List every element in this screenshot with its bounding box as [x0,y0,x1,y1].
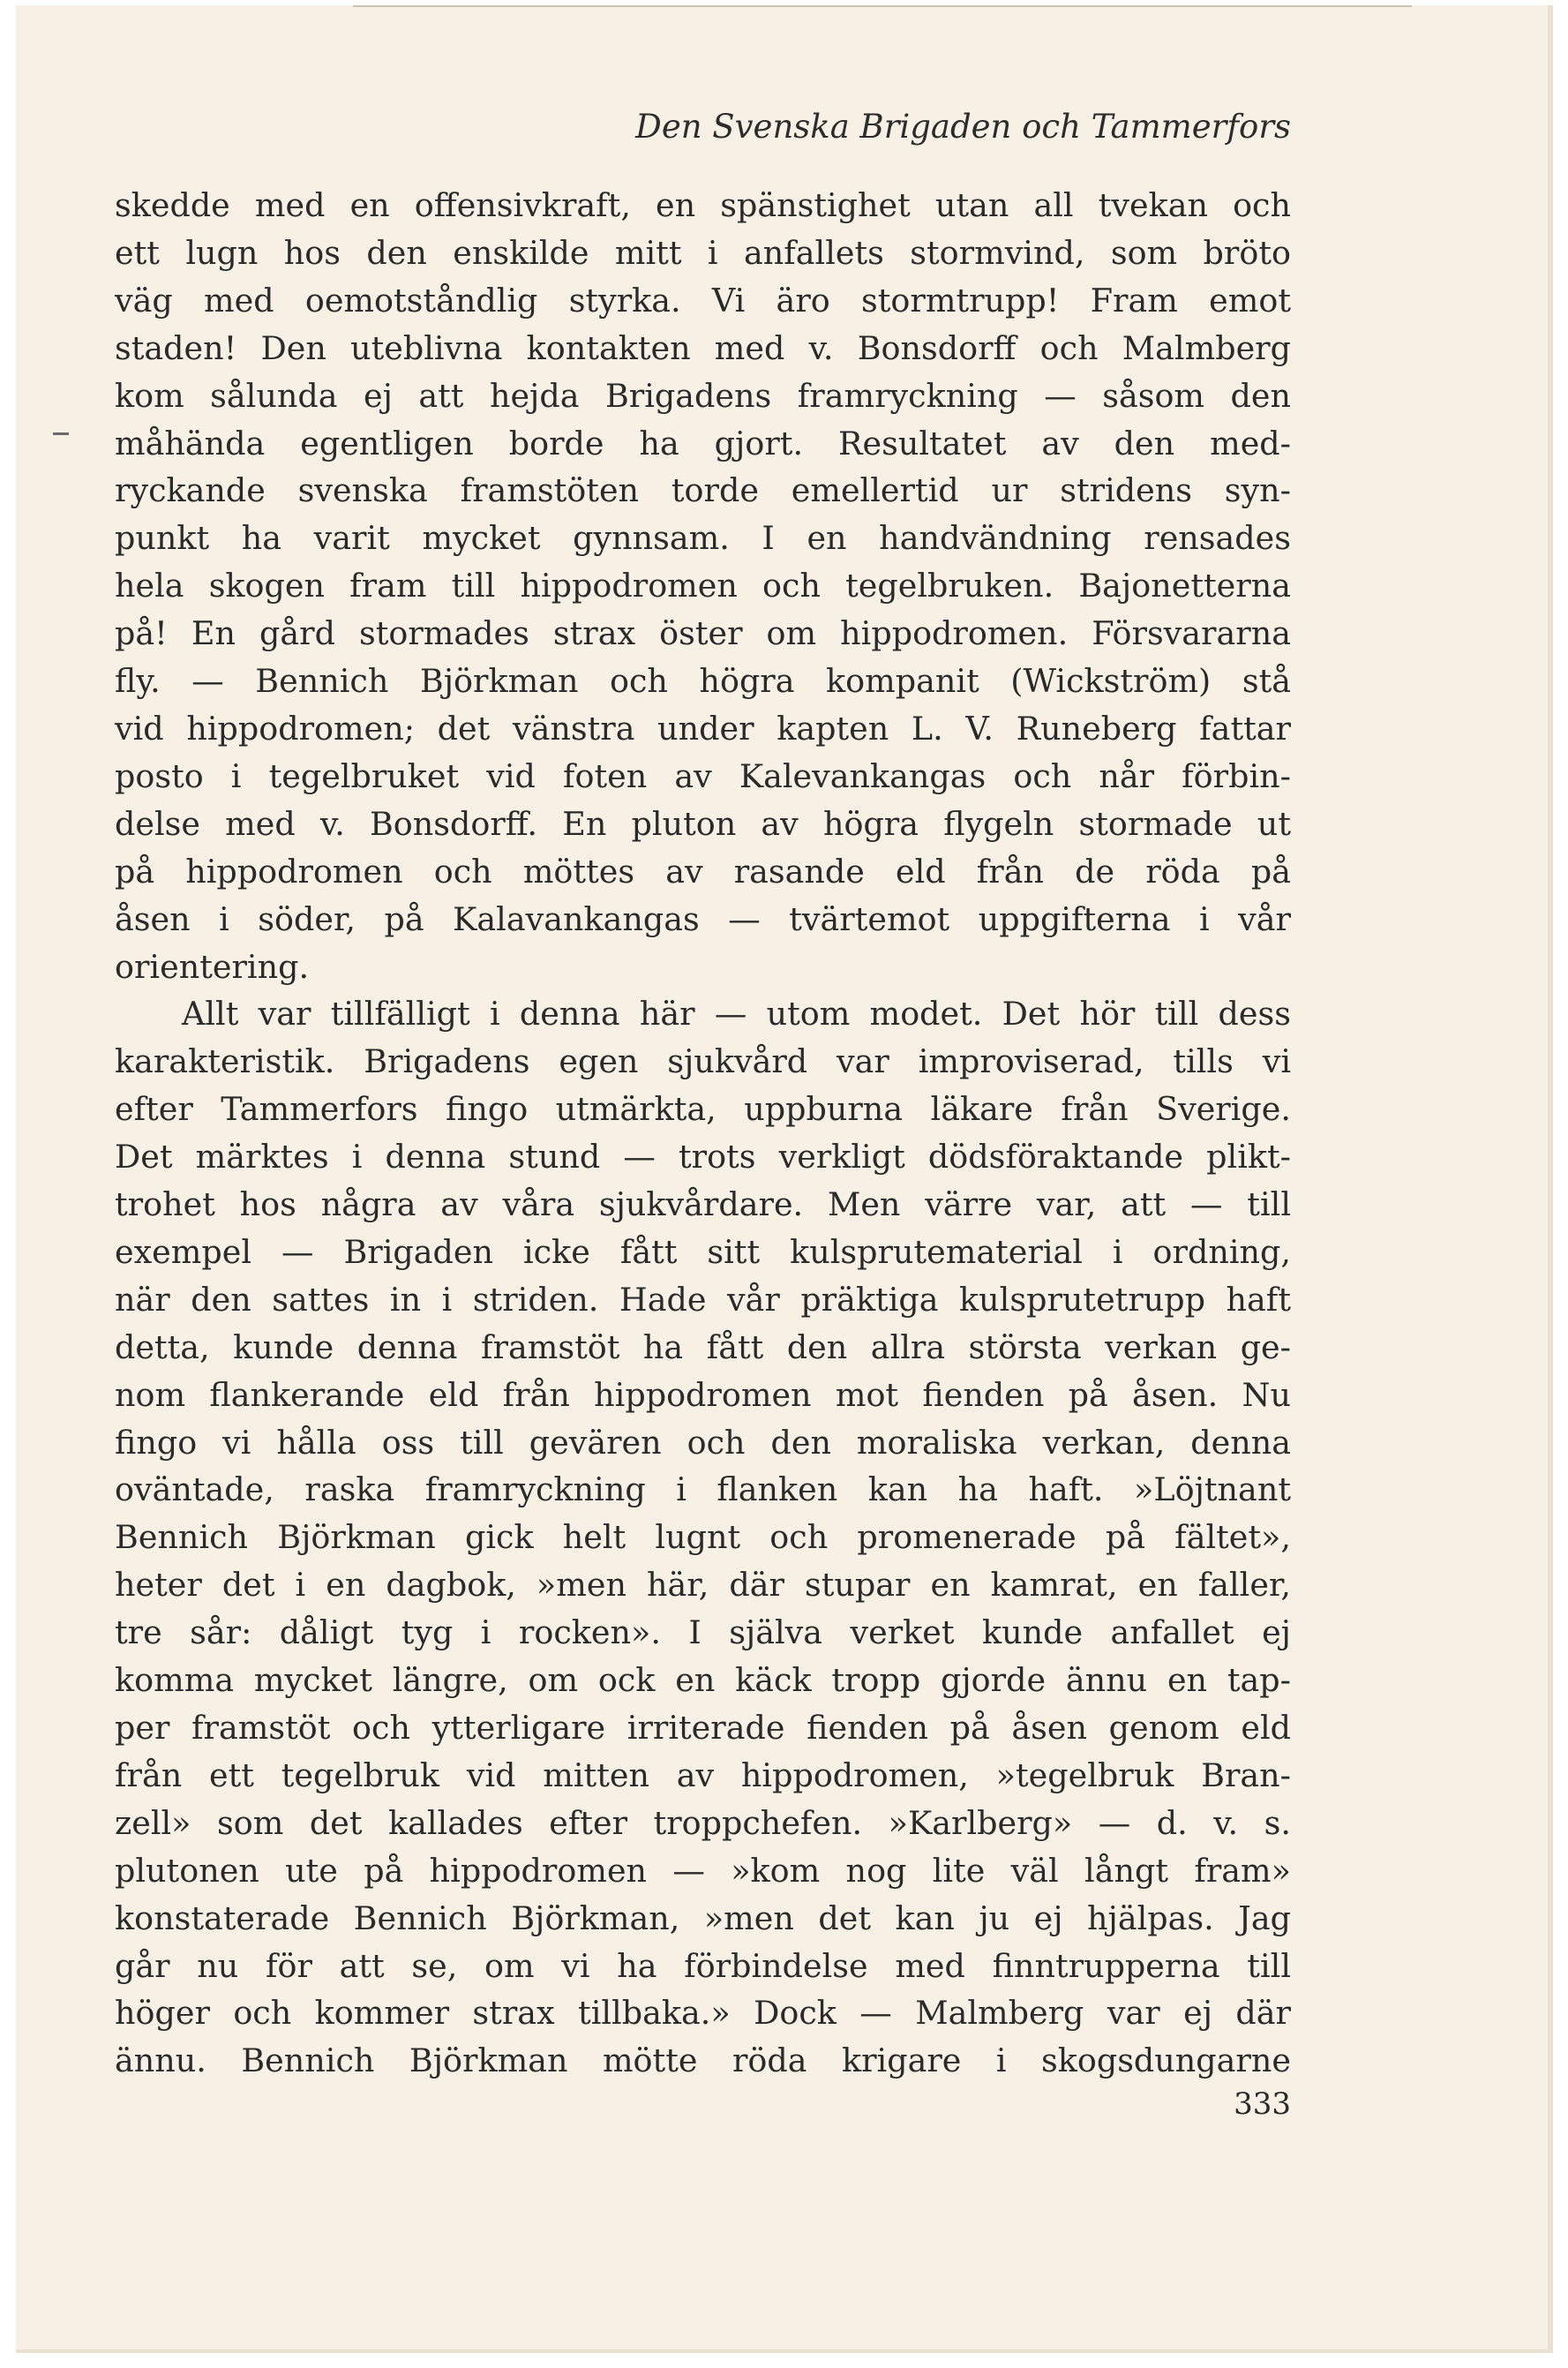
paragraph-1 [115,182,1291,990]
text-line: plutonen ute på hippodromen — »kom nog lite väl långt fram» [115,1851,1291,1890]
text-line: från ett tegelbruk vid mitten av hippodromen, »tegelbruk Bran- [115,1755,1291,1794]
text-line: Bennich Björkman gick helt lugnt och promenerade på fältet», [115,1518,1291,1557]
text-line: när den sattes in i striden. Hade vår präktiga kulsprutetrupp haft [115,1280,1291,1319]
text-line: tre sår: dåligt tyg i rocken». I själva verket kunde anfallet ej [115,1613,1291,1652]
margin-mark [53,432,69,435]
text-line: Det märktes i denna stund — trots verkligt dödsföraktande plikt- [115,1138,1291,1176]
text-line: vid hippodromen; det vänstra under kapten L. V. Runeberg fattar [115,709,1291,748]
text-line: delse med v. Bonsdorff. En pluton av högra flygeln stormade ut [115,804,1291,843]
text-line: höger och kommer strax tillbaka.» Dock — Malmberg var ej där [115,1994,1291,2033]
text-line: nom flankerande eld från hippodromen mot fienden på åsen. Nu [115,1375,1291,1414]
running-head: Den Svenska Brigaden och Tammerfors [635,108,1291,146]
text-line: konstaterade Bennich Björkman, »men det kan ju ej hjälpas. Jag [115,1898,1291,1937]
page-number: 333 [1234,2086,1291,2122]
text-line: fly. — Bennich Björkman och högra kompanit (Wickström) stå [115,662,1291,701]
text-line: Allt var tillfälligt i denna här — utom modet. Det hör till dess [182,995,1291,1034]
paragraph-2 [115,990,1291,2085]
text-line: trohet hos några av våra sjukvårdare. Men värre var, att — till [115,1185,1291,1224]
text-line: ryckande svenska framstöten torde emellertid ur stridens syn- [115,471,1291,510]
text-line: skedde med en offensivkraft, en spänstighet utan all tvekan och [115,186,1291,224]
text-line: staden! Den uteblivna kontakten med v. Bonsdorff och Malmberg [115,328,1291,367]
text-line: efter Tammerfors fingo utmärkta, uppburna läkare från Sverige. [115,1090,1291,1129]
text-line: per framstöt och ytterligare irriterade fienden på åsen genom eld [115,1709,1291,1747]
text-line: posto i tegelbruket vid foten av Kalevankangas och når förbin- [115,756,1291,795]
text-line: på! En gård stormades strax öster om hippodromen. Försvararna [115,614,1291,653]
text-line: zell» som det kallades efter troppchefen. »Karlberg» — d. v. s. [115,1803,1291,1842]
text-line: oväntade, raska framryckning i flanken kan ha haft. »Löjtnant [115,1470,1291,1509]
text-line: ett lugn hos den enskilde mitt i anfallets stormvind, som bröto [115,233,1291,272]
text-line: punkt ha varit mycket gynnsam. I en handvändning rensades [115,519,1291,558]
text-line: karakteristik. Brigadens egen sjukvård var improviserad, tills vi [115,1042,1291,1081]
page-top-edge-line [353,5,1412,7]
text-line: går nu för att se, om vi ha förbindelse med finntrupperna till [115,1946,1291,1985]
text-line: komma mycket längre, om ock en käck tropp gjorde ännu en tap- [115,1661,1291,1700]
text-line: orientering. [115,947,310,986]
text-line: ännu. Bennich Björkman mötte röda krigare i skogsdungarne [115,2041,1291,2080]
text-line: måhända egentligen borde ha gjort. Resultatet av den med- [115,424,1291,462]
text-line: heter det i en dagbok, »men här, där stupar en kamrat, en faller, [115,1566,1291,1605]
text-line: fingo vi hålla oss till gevären och den moraliska verkan, denna [115,1423,1291,1462]
body-text [115,182,1291,2085]
text-line: detta, kunde denna framstöt ha fått den allra största verkan ge- [115,1327,1291,1366]
text-line: exempel — Brigaden icke fått sitt kulsprutematerial i ordning, [115,1232,1291,1271]
text-line: på hippodromen och möttes av rasande eld från de röda på [115,852,1291,891]
text-line: åsen i söder, på Kalavankangas — tvärtemot uppgifterna i vår [115,899,1291,938]
text-line: hela skogen fram till hippodromen och tegelbruken. Bajonetterna [115,567,1291,605]
text-line: väg med oemotståndlig styrka. Vi äro stormtrupp! Fram emot [115,281,1291,319]
text-line: kom sålunda ej att hejda Brigadens framryckning — såsom den [115,376,1291,415]
